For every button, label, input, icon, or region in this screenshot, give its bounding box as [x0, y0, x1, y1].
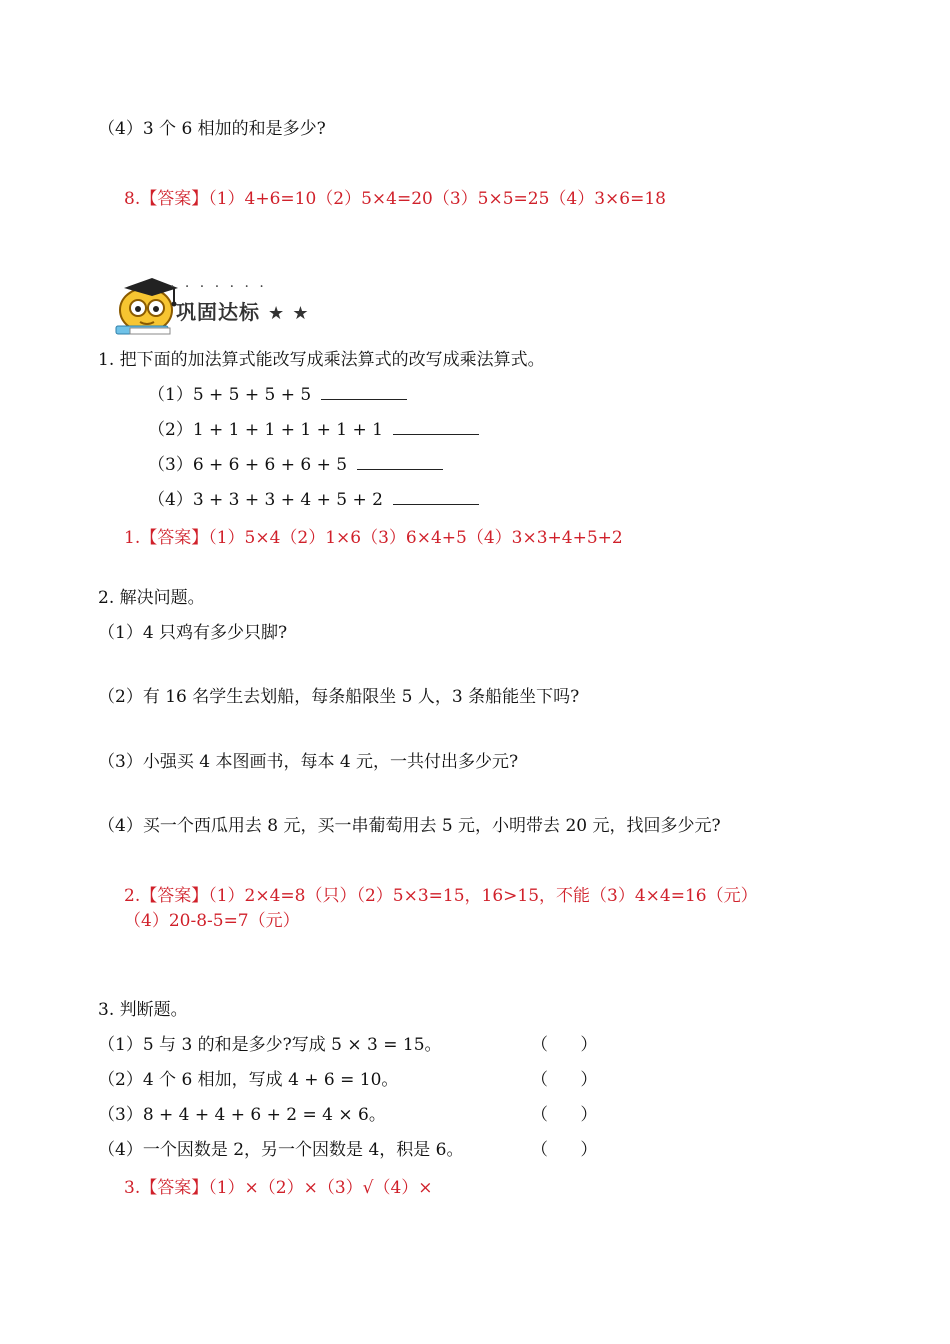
answer-blank[interactable] — [357, 455, 443, 470]
section-title-text: 巩固达标 — [176, 300, 260, 324]
question-2-item: （3）小强买 4 本图画书，每本 4 元，一共付出多少元? — [98, 752, 519, 772]
question-2-item: （4）买一个西瓜用去 8 元，买一串葡萄用去 5 元，小明带去 20 元，找回多少元? — [98, 816, 721, 836]
question-1-item — [148, 454, 443, 476]
item-text: （2）1 + 1 + 1 + 1 + 1 + 1 — [148, 420, 383, 440]
question-3-item: （4）一个因数是 2，另一个因数是 4，积是 6。 — [98, 1140, 464, 1160]
answer-2-line-2: （4）20-8-5=7（元） — [124, 911, 300, 931]
answer-3: 3.【答案】（1）×（2）×（3）√（4）× — [124, 1178, 433, 1198]
star-icon: ★ ★ — [267, 303, 310, 324]
answer-blank[interactable] — [393, 420, 479, 435]
question-1-item — [148, 419, 479, 441]
judgement-parens[interactable]: （ ） — [531, 1105, 598, 1125]
answer-blank[interactable] — [321, 385, 407, 400]
answer-blank[interactable] — [393, 490, 479, 505]
judgement-parens[interactable]: （ ） — [531, 1070, 598, 1090]
question-2-item: （2）有 16 名学生去划船，每条船限坐 5 人，3 条船能坐下吗? — [98, 687, 580, 707]
answer-8: 8.【答案】（1）4+6=10（2）5×4=20（3）5×5=25（4）3×6=18 — [124, 189, 666, 209]
section-dots: · · · · · · · — [170, 279, 267, 295]
item-text: （1）5 + 5 + 5 + 5 — [148, 385, 312, 405]
judgement-parens[interactable]: （ ） — [531, 1140, 598, 1160]
question-2-title: 2. 解决问题。 — [98, 588, 205, 608]
question-2-item: （1）4 只鸡有多少只脚? — [98, 623, 288, 643]
question-1-item — [148, 384, 407, 406]
answer-2-line-1: 2.【答案】（1）2×4=8（只）（2）5×3=15，16>15，不能（3）4×4=16（元） — [124, 886, 758, 906]
question-1-item — [148, 489, 479, 511]
item-text: （3）6 + 6 + 6 + 6 + 5 — [148, 455, 348, 475]
question-3-item: （2）4 个 6 相加，写成 4 + 6 = 10。 — [98, 1070, 399, 1090]
section-title — [176, 296, 310, 325]
judgement-parens[interactable]: （ ） — [531, 1035, 598, 1055]
answer-1: 1.【答案】（1）5×4（2）1×6（3）6×4+5（4）3×3+4+5+2 — [124, 528, 623, 548]
question-1-title: 1. 把下面的加法算式能改写成乘法算式的改写成乘法算式。 — [98, 350, 545, 370]
question-3-title: 3. 判断题。 — [98, 1000, 188, 1020]
question-8-item-4: （4）3 个 6 相加的和是多少? — [98, 119, 326, 139]
question-3-item: （3）8 + 4 + 4 + 6 + 2 = 4 × 6。 — [98, 1105, 386, 1125]
question-3-item: （1）5 与 3 的和是多少?写成 5 × 3 = 15。 — [98, 1035, 442, 1055]
item-text: （4）3 + 3 + 3 + 4 + 5 + 2 — [148, 490, 383, 510]
